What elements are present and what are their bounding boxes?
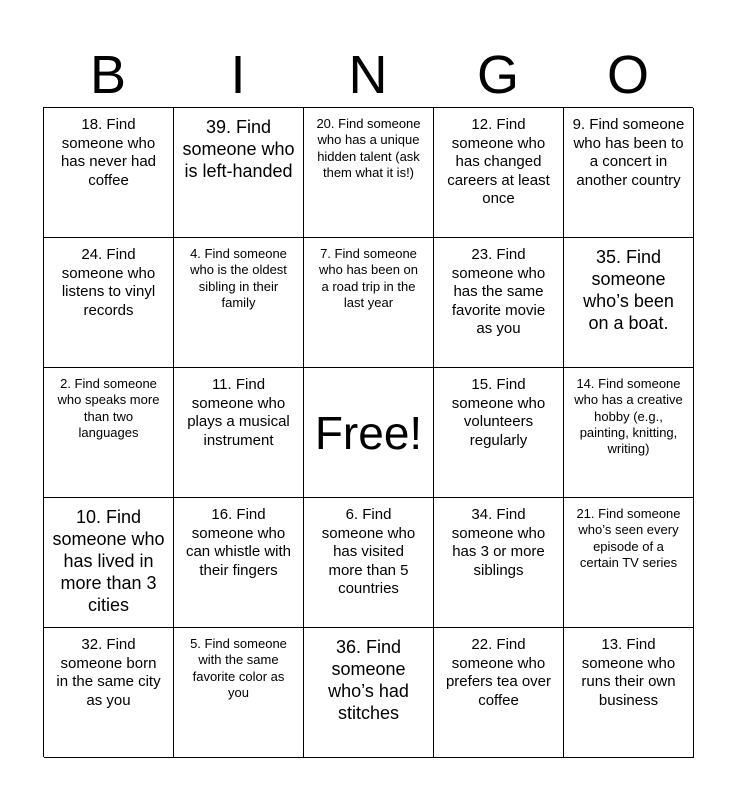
cell-text: 22. Find someone who prefers tea over coffee	[445, 636, 552, 709]
cell-text: 16. Find someone who can whistle with their fingers	[185, 506, 292, 579]
bingo-cell	[434, 368, 564, 498]
bingo-cell	[434, 238, 564, 368]
cell-text: 18. Find someone who has never had coffee	[60, 116, 157, 189]
cell-text: 15. Find someone who volunteers regularly	[451, 376, 546, 449]
bingo-cell	[564, 628, 694, 758]
bingo-cell	[44, 498, 174, 628]
cell-text: 34. Find someone who has 3 or more siblings	[451, 506, 546, 579]
bingo-board	[43, 107, 693, 757]
bingo-header	[43, 42, 693, 108]
bingo-cell	[44, 108, 174, 238]
cell-text: 12. Find someone who has changed careers at least once	[447, 116, 550, 207]
bingo-cell	[174, 628, 304, 758]
cell-text: 35. Find someone who’s been on a boat.	[583, 247, 674, 333]
cell-text: 39. Find someone who is left-handed	[182, 117, 295, 181]
header-letter-g: G	[476, 45, 519, 105]
cell-text: 5. Find someone with the same favorite color as you	[190, 636, 287, 700]
cell-text: 2. Find someone who speaks more than two languages	[57, 376, 160, 440]
bingo-cell	[44, 368, 174, 498]
header-letter-n: N	[348, 45, 388, 105]
bingo-cell	[174, 368, 304, 498]
bingo-cell	[434, 108, 564, 238]
bingo-cell	[44, 238, 174, 368]
cell-text: 24. Find someone who listens to vinyl records	[61, 246, 156, 319]
cell-text: 7. Find someone who has been on a road trip in the last year	[318, 246, 419, 310]
bingo-cell	[174, 498, 304, 628]
bingo-cell	[304, 498, 434, 628]
cell-text: 9. Find someone who has been to a concert in another country	[572, 116, 685, 189]
bingo-cell	[564, 238, 694, 368]
cell-text: 21. Find someone who’s seen every episode of a certain TV series	[576, 506, 681, 570]
free-space	[304, 368, 434, 498]
bingo-cell	[434, 628, 564, 758]
header-letter-b: B	[89, 45, 127, 105]
bingo-cell	[304, 108, 434, 238]
bingo-cell	[564, 498, 694, 628]
bingo-cell	[434, 498, 564, 628]
cell-text: 4. Find someone who is the oldest sibling in their family	[190, 246, 287, 310]
bingo-cell	[304, 628, 434, 758]
bingo-cell	[44, 628, 174, 758]
bingo-cell	[174, 238, 304, 368]
bingo-cell	[174, 108, 304, 238]
cell-text: 23. Find someone who has the same favorite movie as you	[451, 246, 546, 337]
header-letter-o: O	[606, 45, 649, 105]
free-text: Free!	[314, 406, 423, 459]
bingo-cell	[564, 108, 694, 238]
cell-text: 11. Find someone who plays a musical instrument	[187, 376, 290, 449]
cell-text: 32. Find someone born in the same city as you	[56, 636, 161, 709]
cell-text: 14. Find someone who has a creative hobby (e.g., painting, knitting, writing)	[574, 376, 683, 457]
cell-text: 6. Find someone who has visited more than 5 countries	[321, 506, 416, 597]
header-letter-i: I	[230, 45, 246, 105]
bingo-cell	[564, 368, 694, 498]
cell-text: 20. Find someone who has a unique hidden talent (ask them what it is!)	[316, 116, 421, 180]
cell-text: 13. Find someone who runs their own business	[581, 636, 676, 709]
cell-text: 36. Find someone who’s had stitches	[328, 637, 409, 723]
bingo-cell	[304, 238, 434, 368]
cell-text: 10. Find someone who has lived in more than 3 cities	[52, 507, 165, 615]
